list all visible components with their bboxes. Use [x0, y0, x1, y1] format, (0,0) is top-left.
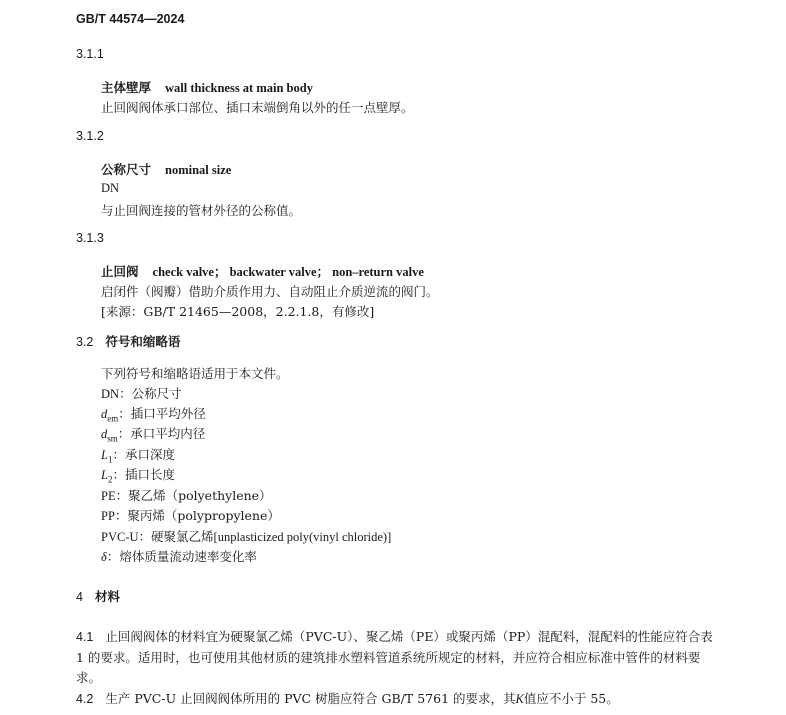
abbr-text: DN	[101, 181, 120, 195]
symbol-pe	[101, 486, 272, 504]
clause-4-2	[76, 689, 619, 707]
section-number: 4	[76, 590, 83, 604]
section-title: 符号和缩略语	[105, 335, 181, 349]
symbol-subscript: sm	[107, 433, 118, 444]
symbol-dsm	[101, 424, 205, 444]
symbol-key: δ	[101, 550, 107, 564]
definition-text: 止回阀阀体承口部位、插口末端倒角以外的任一点壁厚。	[101, 100, 414, 115]
symbol-subscript: 1	[107, 454, 113, 465]
clause-3-2-heading	[76, 332, 180, 350]
symbol-desc: ：聚丙烯（polypropylene）	[114, 508, 280, 523]
section-number: 3.2	[76, 335, 94, 349]
symbol-pvc-u	[101, 527, 391, 545]
term-wall-thickness	[101, 78, 313, 96]
symbol-key: L	[101, 448, 108, 462]
symbol-key: d	[101, 427, 108, 441]
definition-text: 与止回阀连接的管材外径的公称值。	[101, 203, 302, 218]
source-note: [来源：GB/T 21465—2008，2.2.1.8，有修改]	[101, 304, 375, 319]
symbol-desc: ：承口平均内径	[117, 426, 206, 441]
term-en: check valve； backwater valve； non–return valve	[152, 265, 424, 279]
symbol-key: d	[101, 407, 108, 421]
abbreviation-dn	[101, 180, 119, 196]
symbol-subscript: 2	[107, 474, 113, 485]
symbol-key: PE	[101, 489, 116, 503]
symbol-desc: ：插口平均外径	[118, 406, 206, 421]
k-value-symbol: K	[515, 692, 524, 706]
symbol-delta	[101, 547, 257, 565]
term-check-valve	[101, 262, 424, 280]
symbol-dn	[101, 384, 182, 402]
standard-number-header: GB/T 44574—2024	[76, 12, 185, 26]
clause-4-1	[76, 627, 716, 689]
term-zh: 公称尺寸	[101, 162, 152, 177]
symbol-key: PVC-U	[101, 530, 139, 544]
clause-text-b: 值应不小于 55。	[523, 691, 619, 706]
symbol-l2	[101, 465, 175, 485]
definition-text: 启闭件（阀瓣）借助介质作用力、自动阻止介质逆流的阀门。	[101, 284, 439, 299]
term-en: wall thickness at main body	[165, 81, 313, 95]
section-title: 材料	[94, 590, 120, 604]
symbol-key: PP	[101, 509, 115, 523]
clause-3-1-1-number: 3.1.1	[76, 47, 104, 61]
clause-number: 4.1	[76, 630, 94, 644]
symbol-subscript: em	[107, 413, 119, 424]
symbol-desc: ：硬聚氯乙烯	[138, 529, 214, 544]
symbol-dem	[101, 404, 206, 424]
clause-text: 止回阀阀体的材料宜为硬聚氯乙烯（PVC-U）、聚乙烯（PE）或聚丙烯（PP）混配料，混配料的性能应符合表 1 的要求。适用时，也可使用其他材质的建筑排水塑料管道系统所规定的材料，并应符合相应标准中管件的材料要求。	[76, 629, 713, 685]
term-zh: 止回阀	[101, 264, 139, 279]
symbol-desc: ：熔体质量流动速率变化率	[106, 549, 257, 564]
term-nominal-size	[101, 160, 231, 178]
symbol-desc: ：公称尺寸	[119, 386, 182, 401]
symbol-pp	[101, 506, 280, 524]
symbols-intro: 下列符号和缩略语适用于本文件。	[101, 366, 289, 381]
symbol-key: DN	[101, 387, 120, 401]
symbol-desc: ：聚乙烯（polyethylene）	[115, 488, 272, 503]
clause-text-a: 生产 PVC-U 止回阀阀体所用的 PVC 树脂应符合 GB/T 5761 的要求，其	[105, 691, 516, 706]
term-en: nominal size	[165, 163, 232, 177]
term-zh: 主体壁厚	[101, 80, 152, 95]
symbol-desc: ：承口深度	[112, 447, 175, 462]
clause-3-1-3-number: 3.1.3	[76, 231, 104, 245]
section-4-heading	[76, 587, 120, 605]
clause-3-1-2-number: 3.1.2	[76, 129, 104, 143]
clause-number: 4.2	[76, 692, 94, 706]
symbol-l1	[101, 445, 175, 465]
symbol-key: L	[101, 468, 108, 482]
symbol-desc-en: [unplasticized poly(vinyl chloride)]	[213, 530, 392, 544]
symbol-desc: ：插口长度	[112, 467, 175, 482]
